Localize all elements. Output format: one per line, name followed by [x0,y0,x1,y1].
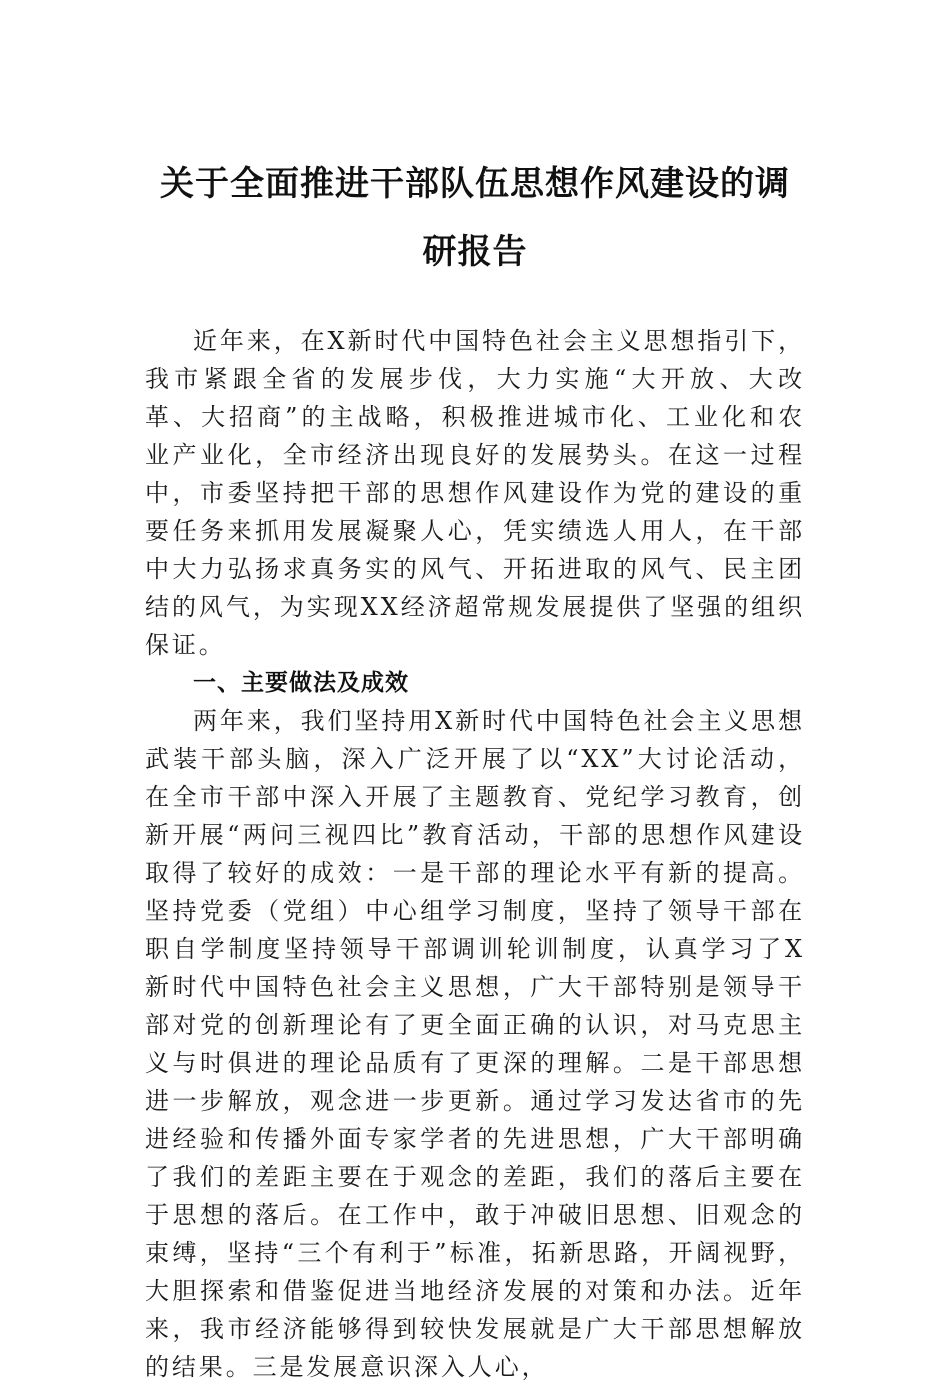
intro-paragraph: 近年来，在X新时代中国特色社会主义思想指引下，我市紧跟全省的发展步伐，大力实施“大开放、大改革、大招商”的主战略，积极推进城市化、工业化和农业产业化，全市经济出现良好的发展势头。在这一过程中，市委坚持把干部的思想作风建设作为党的建设的重要任务来抓用发展凝聚人心，凭实绩选人用人，在干部中大力弘扬求真务实的风气、开拓进取的风气、民主团结的风气，为实现XX经济超常规发展提供了坚强的组织保证。 [145,327,805,659]
section-paragraph: 两年来，我们坚持用X新时代中国特色社会主义思想武装干部头脑，深入广泛开展了以“XX”大讨论活动，在全市干部中深入开展了主题教育、党纪学习教育，创新开展“两问三视四比”教育活动，干部的思想作风建设取得了较好的成效：一是干部的理论水平有新的提高。坚持党委（党组）中心组学习制度，坚持了领导干部在职自学制度坚持领导干部调训轮训制度，认真学习了X新时代中国特色社会主义思想，广大干部特别是领导干部对党的创新理论有了更全面正确的认识，对马克思主义与时俱进的理论品质有了更深的理解。二是干部思想进一步解放，观念进一步更新。通过学习发达省市的先进经验和传播外面专家学者的先进思想，广大干部明确了我们的差距主要在于观念的差距，我们的落后主要在于思想的落后。在工作中，敢于冲破旧思想、旧观念的束缚，坚持“三个有利于”标准，拓新思路，开阔视野，大胆探索和借鉴促进当地经济发展的对策和办法。近年来，我市经济能够得到较快发展就是广大干部思想解放的结果。三是发展意识深入人心， [145,707,805,1381]
document-title: 关于全面推进干部队伍思想作风建设的调研报告 [160,164,790,272]
section-heading: 一、主要做法及成效 [193,670,409,696]
document-body [145,322,805,1386]
